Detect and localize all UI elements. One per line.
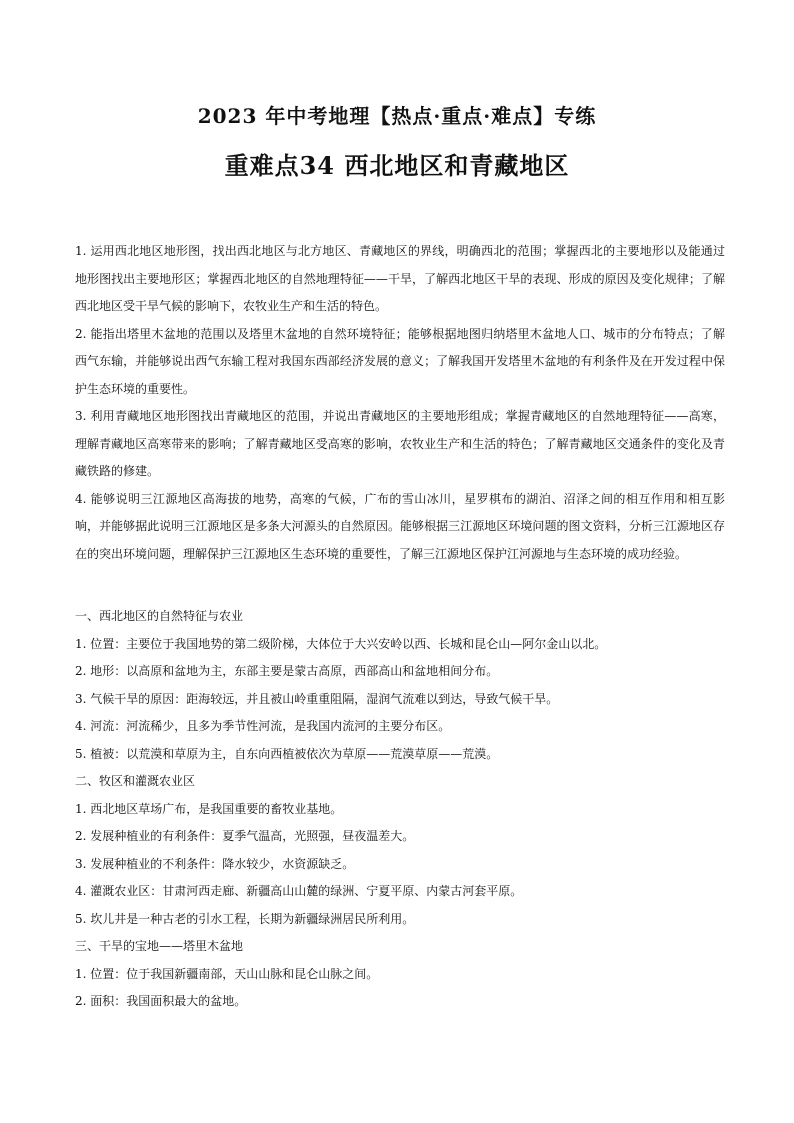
note-item: 4. 灌溉农业区：甘肃河西走廊、新疆高山山麓的绿洲、宁夏平原、内蒙古河套平原。 — [75, 884, 523, 898]
section-heading: 二、牧区和灌溉农业区 — [75, 774, 196, 788]
note-item: 3. 发展种植业的不利条件：降水较少，水资源缺乏。 — [75, 856, 355, 871]
note-item: 1. 位置：位于我国新疆南部，天山山脉和昆仑山脉之间。 — [75, 966, 379, 981]
note-item: 4. 河流：河流稀少，且多为季节性河流，是我国内流河的主要分布区。 — [75, 719, 451, 733]
document-body — [75, 238, 725, 1016]
note-item: 2. 发展种植业的有利条件：夏季气温高，光照强，昼夜温差大。 — [75, 829, 415, 843]
section-heading: 三、干旱的宝地——塔里木盆地 — [75, 939, 244, 953]
document-subtitle: 重难点34 西北地区和青藏地区 — [224, 151, 570, 180]
note-item: 1. 西北地区草场广布，是我国重要的畜牧业基地。 — [75, 801, 343, 816]
document-title: 2023 年中考地理【热点·重点·难点】专练 — [197, 104, 597, 128]
objective-paragraph: 4. 能够说明三江源地区高海拔的地势，高寒的气候，广布的雪山冰川，星罗棋布的湖泊、沼泽之间的相互作用和相互影响，并能够据此说明三江源地区是多条大河源头的自然原因。能够根据三江源地区环境问题的图文资料，分析三江源地区存在的突出环境问题，理解保护三江源地区生态环境的重要性，了解三江源地区保护江河源地与生态环境的成功经验。 — [75, 491, 725, 561]
objective-paragraph: 3. 利用青藏地区地形图找出青藏地区的范围，并说出青藏地区的主要地形组成；掌握青藏地区的自然地理特征——高寒，理解青藏地区高寒带来的影响；了解青藏地区受高寒的影响，农牧业生产和生活的特色；了解青藏地区交通条件的变化及青藏铁路的修建。 — [75, 409, 725, 478]
section-heading: 一、西北地区的自然特征与农业 — [75, 609, 244, 623]
note-item: 3. 气候干旱的原因：距海较远，并且被山岭重重阻隔，湿润气流难以到达，导致气候干旱。 — [75, 691, 559, 706]
objective-paragraph: 2. 能指出塔里木盆地的范围以及塔里木盆地的自然环境特征；能够根据地图归纳塔里木盆地人口、城市的分布特点；了解西气东输，并能够说出西气东输工程对我国东西部经济发展的意义；了解我国开发塔里木盆地的有利条件及在开发过程中保护生态环境的重要性。 — [75, 326, 725, 396]
note-item: 2. 地形：以高原和盆地为主，东部主要是蒙古高原，西部高山和盆地相间分布。 — [75, 664, 499, 678]
objective-paragraph: 1. 运用西北地区地形图，找出西北地区与北方地区、青藏地区的界线，明确西北的范围；掌握西北的主要地形以及能通过地形图找出主要地形区；掌握西北地区的自然地理特征——干旱，了解西北地区干旱的表现、形成的原因及变化规律；了解西北地区受干旱气候的影响下，农牧业生产和生活的特色。 — [75, 244, 725, 313]
note-item: 5. 植被：以荒漠和草原为主，自东向西植被依次为草原——荒漠草原——荒漠。 — [75, 746, 499, 761]
section-gap — [75, 568, 725, 603]
note-item: 1. 位置：主要位于我国地势的第二级阶梯，大体位于大兴安岭以西、长城和昆仑山—阿尔金山以北。 — [75, 636, 607, 651]
note-item: 5. 坎儿井是一种古老的引水工程，长期为新疆绿洲居民所利用。 — [75, 911, 415, 926]
note-item: 2. 面积：我国面积最大的盆地。 — [75, 994, 247, 1008]
